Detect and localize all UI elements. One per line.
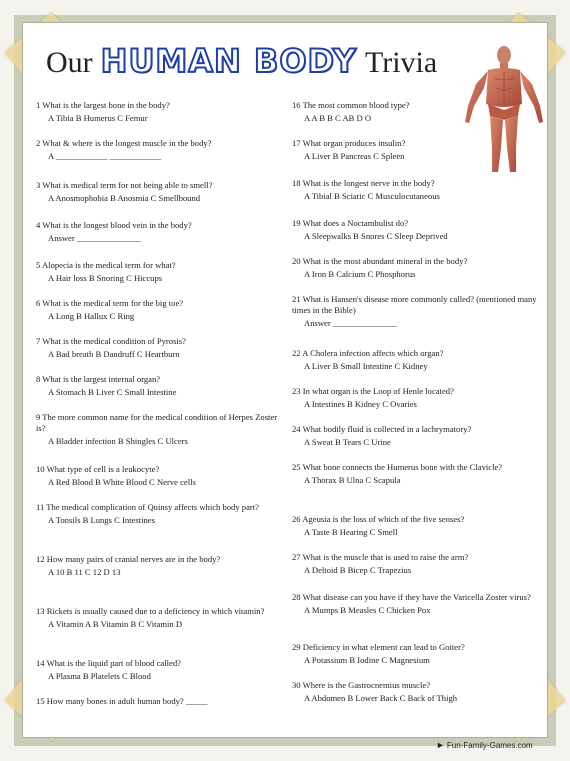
site-footer bbox=[436, 740, 533, 750]
arrow-icon: ► bbox=[436, 740, 445, 750]
question-text: 22 A Cholera infection affects which organ? bbox=[292, 348, 444, 358]
question-text: 6 What is the medical term for the big toe? bbox=[36, 298, 184, 308]
question-text: 9 The more common name for the medical condition of Herpes Zoster is? bbox=[36, 412, 278, 433]
answer-options: A Red Blood B White Blood C Nerve cells bbox=[48, 477, 196, 487]
question-item bbox=[36, 180, 281, 204]
answer-options: A A B B C AB D O bbox=[304, 113, 372, 123]
question-text: 14 What is the liquid part of blood called? bbox=[36, 658, 181, 668]
question-text: 15 How many bones in adult human body? _____ bbox=[36, 696, 208, 706]
question-item bbox=[36, 502, 281, 526]
question-text: 4 What is the longest blood vein in the body? bbox=[36, 220, 192, 230]
question-item bbox=[292, 592, 542, 616]
answer-options: A Deltoid B Bicep C Trapezius bbox=[304, 565, 412, 575]
question-item bbox=[36, 260, 281, 284]
answer-options: A Sweat B Tears C Urine bbox=[304, 437, 391, 447]
answer-options: Answer _______________ bbox=[48, 233, 142, 243]
question-item bbox=[36, 412, 281, 447]
question-item bbox=[292, 218, 542, 242]
answer-options: A Tibia B Humerus C Femur bbox=[48, 113, 148, 123]
question-text: 16 The most common blood type? bbox=[292, 100, 410, 110]
question-text: 1 What is the largest bone in the body? bbox=[36, 100, 170, 110]
question-text: 11 The medical complication of Quinsy affects which body part? bbox=[36, 502, 259, 512]
question-item bbox=[36, 336, 281, 360]
question-item bbox=[36, 696, 281, 707]
answer-options: A Abdomen B Lower Back C Back of Thigh bbox=[304, 693, 458, 703]
site-link[interactable]: Fun-Family-Games.com bbox=[446, 740, 533, 750]
question-item bbox=[36, 138, 281, 162]
answer-options: A Stomach B Liver C Small Intestine bbox=[48, 387, 177, 397]
question-item bbox=[292, 680, 542, 704]
answer-options: A Thorax B Ulna C Scapula bbox=[304, 475, 401, 485]
answer-options: A Anosmophobia B Anosmia C Smellbound bbox=[48, 193, 201, 203]
question-text: 21 What is Hansen's disease more commonly called? (mentioned many times in the Bible) bbox=[292, 294, 537, 315]
question-text: 2 What & where is the longest muscle in the body? bbox=[36, 138, 212, 148]
question-text: 24 What bodily fluid is collected in a lachrymatory? bbox=[292, 424, 472, 434]
question-item bbox=[36, 374, 281, 398]
answer-options: A Vitamin A B Vitamin B C Vitamin D bbox=[48, 619, 183, 629]
question-item bbox=[292, 178, 542, 202]
question-item bbox=[36, 606, 281, 630]
question-item bbox=[292, 294, 542, 329]
title-prefix: Our bbox=[46, 46, 93, 79]
question-item bbox=[292, 100, 462, 124]
question-text: 17 What organ produces insulin? bbox=[292, 138, 406, 148]
answer-options: A Taste B Hearing C Smell bbox=[304, 527, 398, 537]
question-text: 30 Where is the Gastrocnemius muscle? bbox=[292, 680, 431, 690]
answer-options: A Mumps B Measles C Chicken Pox bbox=[304, 605, 431, 615]
question-item bbox=[292, 462, 542, 486]
answer-options: A Potassium B Iodine C Magnesium bbox=[304, 655, 430, 665]
question-item bbox=[36, 298, 281, 322]
question-item bbox=[36, 220, 281, 244]
question-text: 20 What is the most abundant mineral in the body? bbox=[292, 256, 468, 266]
question-text: 13 Rickets is usually caused due to a deficiency in which vitamin? bbox=[36, 606, 265, 616]
question-text: 28 What disease can you have if they have the Varicella Zoster virus? bbox=[292, 592, 531, 602]
question-item bbox=[292, 642, 542, 666]
question-item bbox=[36, 658, 281, 682]
question-text: 12 How many pairs of cranial nerves are in the body? bbox=[36, 554, 221, 564]
question-item bbox=[292, 424, 542, 448]
answer-options: A Iron B Calcium C Phosphorus bbox=[304, 269, 416, 279]
answer-options: A Liver B Small Intestine C Kidney bbox=[304, 361, 428, 371]
answer-options: A Bad breath B Dandruff C Heartburn bbox=[48, 349, 180, 359]
answer-options: A Tonsils B Lungs C Intestines bbox=[48, 515, 155, 525]
question-item bbox=[292, 552, 542, 576]
question-text: 26 Ageusia is the loss of which of the five senses? bbox=[292, 514, 465, 524]
human-anatomy-figure bbox=[460, 44, 548, 176]
question-item bbox=[292, 256, 542, 280]
question-text: 5 Alopecia is the medical term for what? bbox=[36, 260, 176, 270]
answer-options: A Bladder infection B Shingles C Ulcers bbox=[48, 436, 188, 446]
question-item bbox=[36, 464, 281, 488]
answer-options: A ____________ ____________ bbox=[48, 151, 162, 161]
answer-options: A 10 B 11 C 12 D 13 bbox=[48, 567, 121, 577]
question-text: 23 In what organ is the Loop of Henle located? bbox=[292, 386, 454, 396]
question-text: 18 What is the longest nerve in the body? bbox=[292, 178, 435, 188]
answer-options: A Plasma B Platelets C Blood bbox=[48, 671, 151, 681]
question-text: 3 What is medical term for not being able to smell? bbox=[36, 180, 213, 190]
question-item bbox=[292, 138, 462, 162]
question-text: 8 What is the largest internal organ? bbox=[36, 374, 161, 384]
title-suffix: Trivia bbox=[364, 46, 438, 79]
question-text: 27 What is the muscle that is used to raise the arm? bbox=[292, 552, 469, 562]
title-highlight: HUMAN BODY bbox=[100, 42, 357, 80]
question-text: 19 What does a Noctambulist do? bbox=[292, 218, 409, 228]
answer-options: Answer _______________ bbox=[304, 318, 398, 328]
question-item bbox=[36, 554, 281, 578]
answer-options: A Intestines B Kidney C Ovaries bbox=[304, 399, 417, 409]
question-text: 7 What is the medical condition of Pyrosis? bbox=[36, 336, 186, 346]
question-text: 29 Deficiency in what element can lead to Goiter? bbox=[292, 642, 465, 652]
question-item bbox=[36, 100, 281, 124]
question-text: 25 What bone connects the Humerus bone with the Clavicle? bbox=[292, 462, 503, 472]
question-text: 10 What type of cell is a leukocyte? bbox=[36, 464, 160, 474]
answer-options: A Liver B Pancreas C Spleen bbox=[304, 151, 405, 161]
answer-options: A Hair loss B Snoring C Hiccups bbox=[48, 273, 163, 283]
answer-options: A Sleepwalks B Snores C Sleep Deprived bbox=[304, 231, 448, 241]
answer-options: A Tibial B Sciatic C Musculocutaneous bbox=[304, 191, 440, 201]
question-item bbox=[292, 348, 542, 372]
question-item bbox=[292, 386, 542, 410]
answer-options: A Long B Hallux C Ring bbox=[48, 311, 135, 321]
question-item bbox=[292, 514, 542, 538]
page-title bbox=[46, 42, 437, 86]
